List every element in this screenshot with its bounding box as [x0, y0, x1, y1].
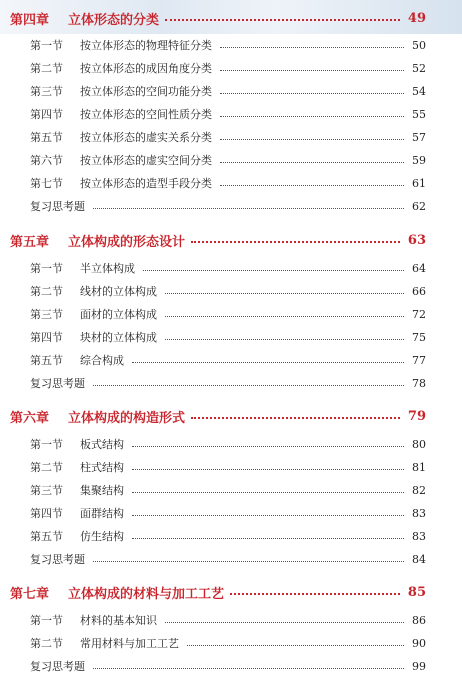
dot-leader [132, 515, 404, 516]
section-entry[interactable] [30, 82, 426, 100]
dot-leader [220, 116, 404, 117]
section-page: 52 [412, 61, 426, 75]
dot-leader [165, 293, 404, 294]
section-page: 90 [412, 636, 426, 650]
section-number: 第三节 [30, 85, 63, 98]
section-entry[interactable] [30, 504, 426, 522]
section-page: 77 [412, 353, 426, 367]
dot-leader [93, 385, 404, 386]
review-title: 复习思考题 [30, 553, 85, 566]
review-questions-entry[interactable] [30, 657, 426, 675]
section-entry[interactable] [30, 174, 426, 192]
section-entry[interactable] [30, 36, 426, 54]
section-entry[interactable] [30, 435, 426, 453]
dot-leader [143, 270, 404, 271]
section-number: 第二节 [30, 285, 63, 298]
section-entry[interactable] [30, 611, 426, 629]
review-page: 78 [412, 376, 426, 390]
section-title: 面材的立体构成 [80, 308, 157, 321]
section-page: 86 [412, 613, 426, 627]
dot-leader [220, 47, 404, 48]
section-title: 综合构成 [80, 354, 124, 367]
section-title: 按立体形态的空间功能分类 [80, 85, 212, 98]
chapter-number: 第六章 [10, 410, 50, 426]
review-page: 62 [412, 199, 426, 213]
section-number: 第四节 [30, 331, 63, 344]
section-entry[interactable] [30, 305, 426, 323]
section-entry[interactable] [30, 481, 426, 499]
chapter-title: 立体构成的构造形式 [68, 410, 186, 426]
chapter-heading[interactable] [10, 7, 426, 29]
review-page: 99 [412, 659, 426, 673]
section-page: 81 [412, 460, 426, 474]
section-number: 第五节 [30, 354, 63, 367]
section-title: 半立体构成 [80, 262, 135, 275]
section-number: 第二节 [30, 637, 63, 650]
section-number: 第一节 [30, 614, 63, 627]
review-questions-entry[interactable] [30, 374, 426, 392]
section-entry[interactable] [30, 128, 426, 146]
chapter-heading[interactable] [10, 405, 426, 427]
dot-leader [132, 538, 404, 539]
dot-leader [191, 417, 400, 419]
section-number: 第四节 [30, 507, 63, 520]
section-title: 线材的立体构成 [80, 285, 157, 298]
dot-leader [230, 593, 400, 595]
section-entry[interactable] [30, 282, 426, 300]
section-entry[interactable] [30, 351, 426, 369]
dot-leader [132, 492, 404, 493]
section-number: 第五节 [30, 530, 63, 543]
section-number: 第二节 [30, 62, 63, 75]
section-title: 集聚结构 [80, 484, 124, 497]
section-entry[interactable] [30, 527, 426, 545]
section-title: 按立体形态的空间性质分类 [80, 108, 212, 121]
dot-leader [93, 561, 404, 562]
section-entry[interactable] [30, 59, 426, 77]
section-page: 83 [412, 506, 426, 520]
section-page: 55 [412, 107, 426, 121]
section-number: 第一节 [30, 262, 63, 275]
dot-leader [165, 339, 404, 340]
section-title: 仿生结构 [80, 530, 124, 543]
section-number: 第三节 [30, 308, 63, 321]
section-page: 72 [412, 307, 426, 321]
section-entry[interactable] [30, 634, 426, 652]
review-questions-entry[interactable] [30, 550, 426, 568]
dot-leader [165, 316, 404, 317]
section-page: 59 [412, 153, 426, 167]
review-page: 84 [412, 552, 426, 566]
section-page: 64 [412, 261, 426, 275]
dot-leader [132, 362, 404, 363]
dot-leader [220, 185, 404, 186]
section-entry[interactable] [30, 259, 426, 277]
chapter-title: 立体构成的形态设计 [68, 234, 186, 250]
chapter-heading[interactable] [10, 581, 426, 603]
chapter-page: 79 [407, 408, 426, 424]
review-questions-entry[interactable] [30, 197, 426, 215]
dot-leader [220, 93, 404, 94]
section-entry[interactable] [30, 458, 426, 476]
dot-leader [132, 469, 404, 470]
chapter-page: 85 [407, 584, 426, 600]
section-entry[interactable] [30, 105, 426, 123]
chapter-number: 第七章 [10, 586, 50, 602]
section-number: 第三节 [30, 484, 63, 497]
dot-leader [132, 446, 404, 447]
section-title: 按立体形态的成因角度分类 [80, 62, 212, 75]
review-title: 复习思考题 [30, 200, 85, 213]
review-title: 复习思考题 [30, 377, 85, 390]
section-page: 61 [412, 176, 426, 190]
section-title: 块材的立体构成 [80, 331, 157, 344]
section-page: 66 [412, 284, 426, 298]
section-title: 板式结构 [80, 438, 124, 451]
chapter-title: 立体构成的材料与加工工艺 [68, 586, 225, 602]
chapter-page: 49 [407, 10, 426, 26]
chapter-heading[interactable] [10, 229, 426, 251]
section-number: 第六节 [30, 154, 63, 167]
section-title: 柱式结构 [80, 461, 124, 474]
section-number: 第四节 [30, 108, 63, 121]
dot-leader [220, 162, 404, 163]
section-title: 材料的基本知识 [80, 614, 157, 627]
section-entry[interactable] [30, 151, 426, 169]
section-number: 第七节 [30, 177, 63, 190]
dot-leader [93, 208, 404, 209]
section-page: 82 [412, 483, 426, 497]
section-number: 第一节 [30, 39, 63, 52]
section-number: 第五节 [30, 131, 63, 144]
section-page: 75 [412, 330, 426, 344]
section-number: 第二节 [30, 461, 63, 474]
chapter-title: 立体形态的分类 [68, 12, 160, 28]
section-title: 按立体形态的虚实关系分类 [80, 131, 212, 144]
chapter-number: 第五章 [10, 234, 50, 250]
dot-leader [165, 622, 404, 623]
dot-leader [191, 241, 400, 243]
dot-leader [93, 668, 404, 669]
section-page: 57 [412, 130, 426, 144]
section-title: 面群结构 [80, 507, 124, 520]
dot-leader [220, 139, 404, 140]
section-entry[interactable] [30, 328, 426, 346]
section-page: 80 [412, 437, 426, 451]
dot-leader [165, 19, 400, 21]
section-page: 50 [412, 38, 426, 52]
section-title: 按立体形态的造型手段分类 [80, 177, 212, 190]
section-page: 54 [412, 84, 426, 98]
review-title: 复习思考题 [30, 660, 85, 673]
dot-leader [220, 70, 404, 71]
section-title: 常用材料与加工工艺 [80, 637, 179, 650]
section-title: 按立体形态的虚实空间分类 [80, 154, 212, 167]
section-title: 按立体形态的物理特征分类 [80, 39, 212, 52]
chapter-page: 63 [407, 232, 426, 248]
section-page: 83 [412, 529, 426, 543]
chapter-number: 第四章 [10, 12, 50, 28]
dot-leader [187, 645, 404, 646]
section-number: 第一节 [30, 438, 63, 451]
